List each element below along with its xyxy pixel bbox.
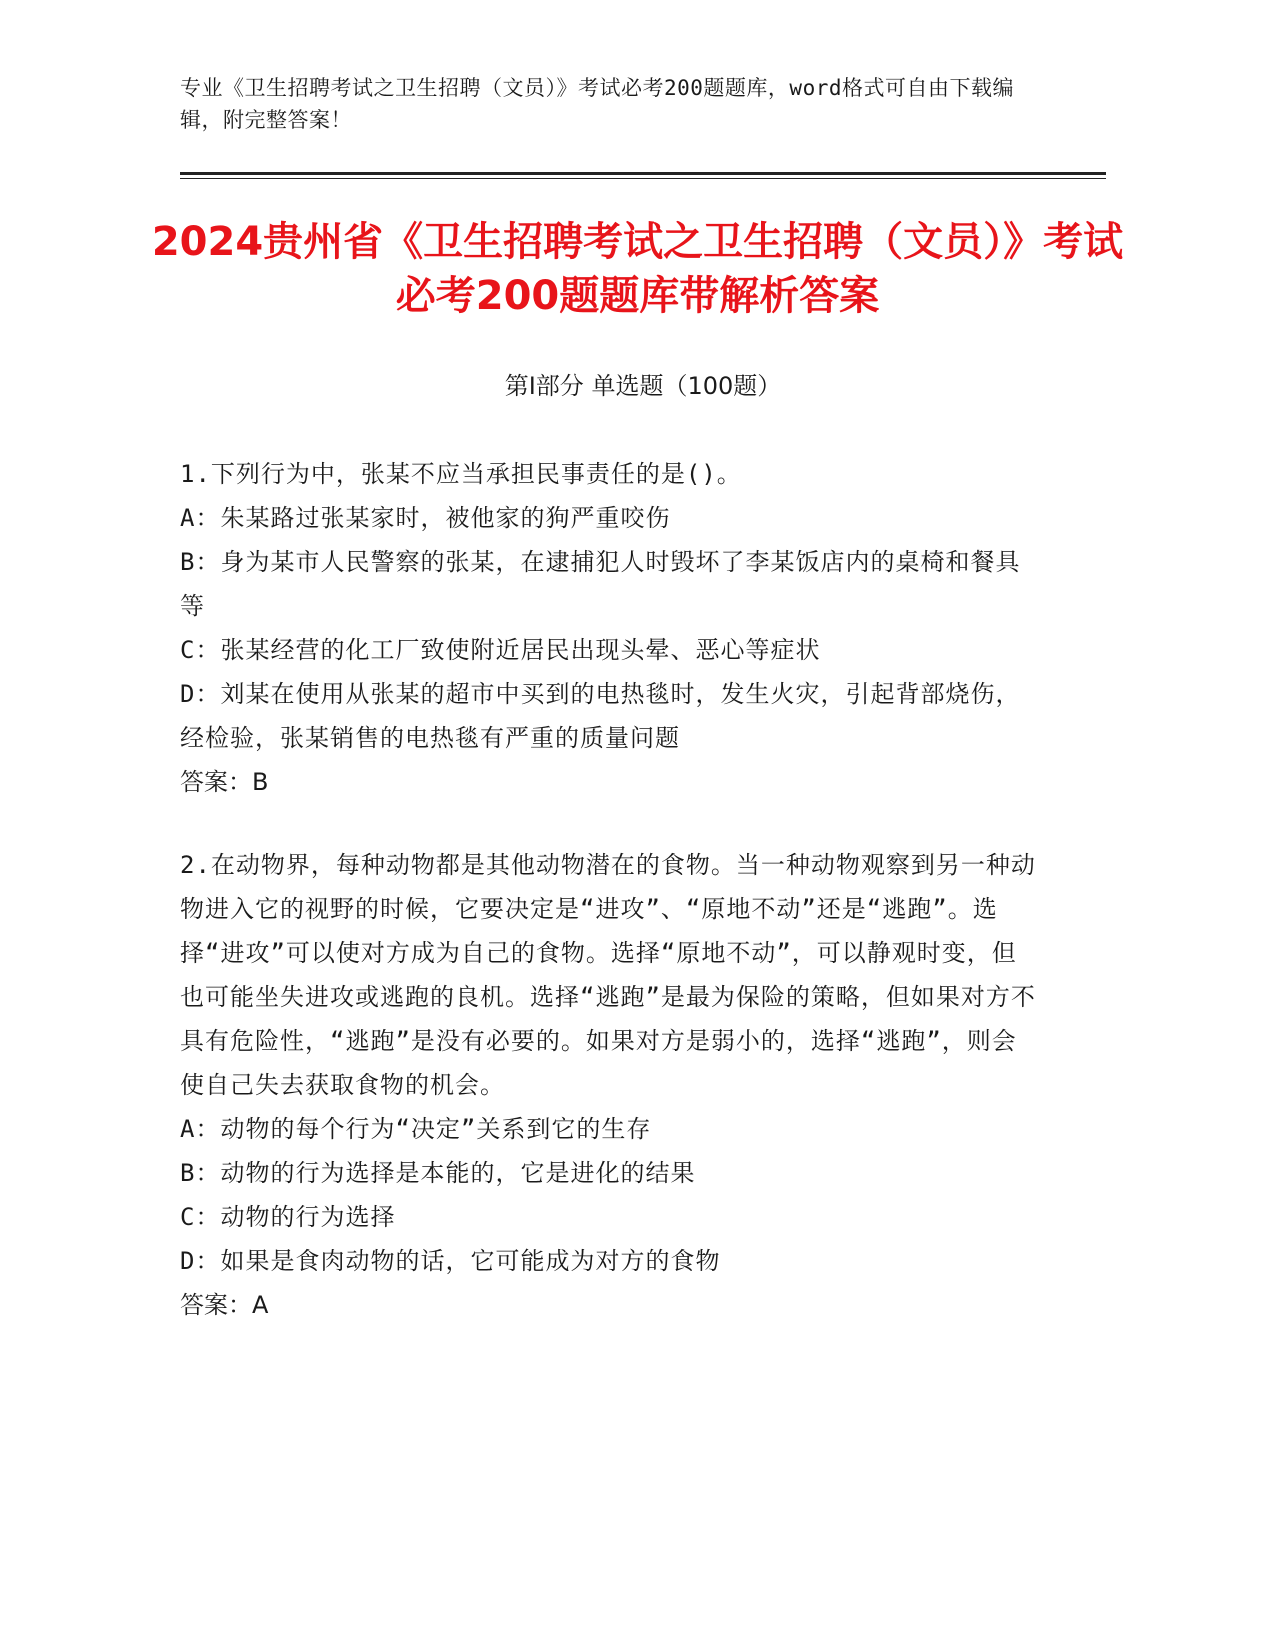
section-title: 第Ⅰ部分 单选题（100题） (504, 372, 782, 400)
option-c: C：动物的行为选择 (180, 1203, 396, 1231)
option-d: D：刘某在使用从张某的超市中买到的电热毯时，发生火灾，引起背部烧伤，经检验，张某销售的电热毯有严重的质量问题 (180, 680, 1021, 752)
option-a: A：朱某路过张某家时，被他家的狗严重咬伤 (180, 504, 671, 532)
option-d: D：如果是食肉动物的话，它可能成为对方的食物 (180, 1247, 721, 1275)
answer: 答案：A (180, 1291, 269, 1319)
question-stem: 1.下列行为中，张某不应当承担民事责任的是()。 (180, 460, 742, 488)
header-note: 专业《卫生招聘考试之卫生招聘（文员）》考试必考200题题库，word格式可自由下载编辑，附完整答案！ (180, 76, 1014, 132)
option-c: C：张某经营的化工厂致使附近居民出现头晕、恶心等症状 (180, 636, 821, 664)
option-b: B：身为某市人民警察的张某，在逮捕犯人时毁坏了李某饭店内的桌椅和餐具等 (180, 548, 1021, 620)
answer: 答案：B (180, 768, 269, 796)
question-stem: 2.在动物界，每种动物都是其他动物潜在的食物。当一种动物观察到另一种动物进入它的视野的时候，它要决定是“进攻”、“原地不动”还是“逃跑”。选择“进攻”可以使对方成为自己的食物。选择“原地不动”，可以静观时变，但也可能坐失进攻或逃跑的良机。选择“逃跑”是最为保险的策略，但如果对方不具有危险性，“逃跑”是没有必要的。如果对方是弱小的，选择“逃跑”，则会使自己失去获取食物的机会。 (180, 851, 1036, 1099)
header-rule-thick (180, 172, 1106, 175)
option-b: B：动物的行为选择是本能的，它是进化的结果 (180, 1159, 696, 1187)
question-1 (180, 452, 1040, 804)
option-a: A：动物的每个行为“决定”关系到它的生存 (180, 1115, 652, 1143)
document-title: 2024贵州省《卫生招聘考试之卫生招聘（文员）》考试必考200题题库带解析答案 (151, 219, 1124, 319)
header-rule-thin (180, 178, 1106, 179)
question-2 (180, 843, 1040, 1327)
